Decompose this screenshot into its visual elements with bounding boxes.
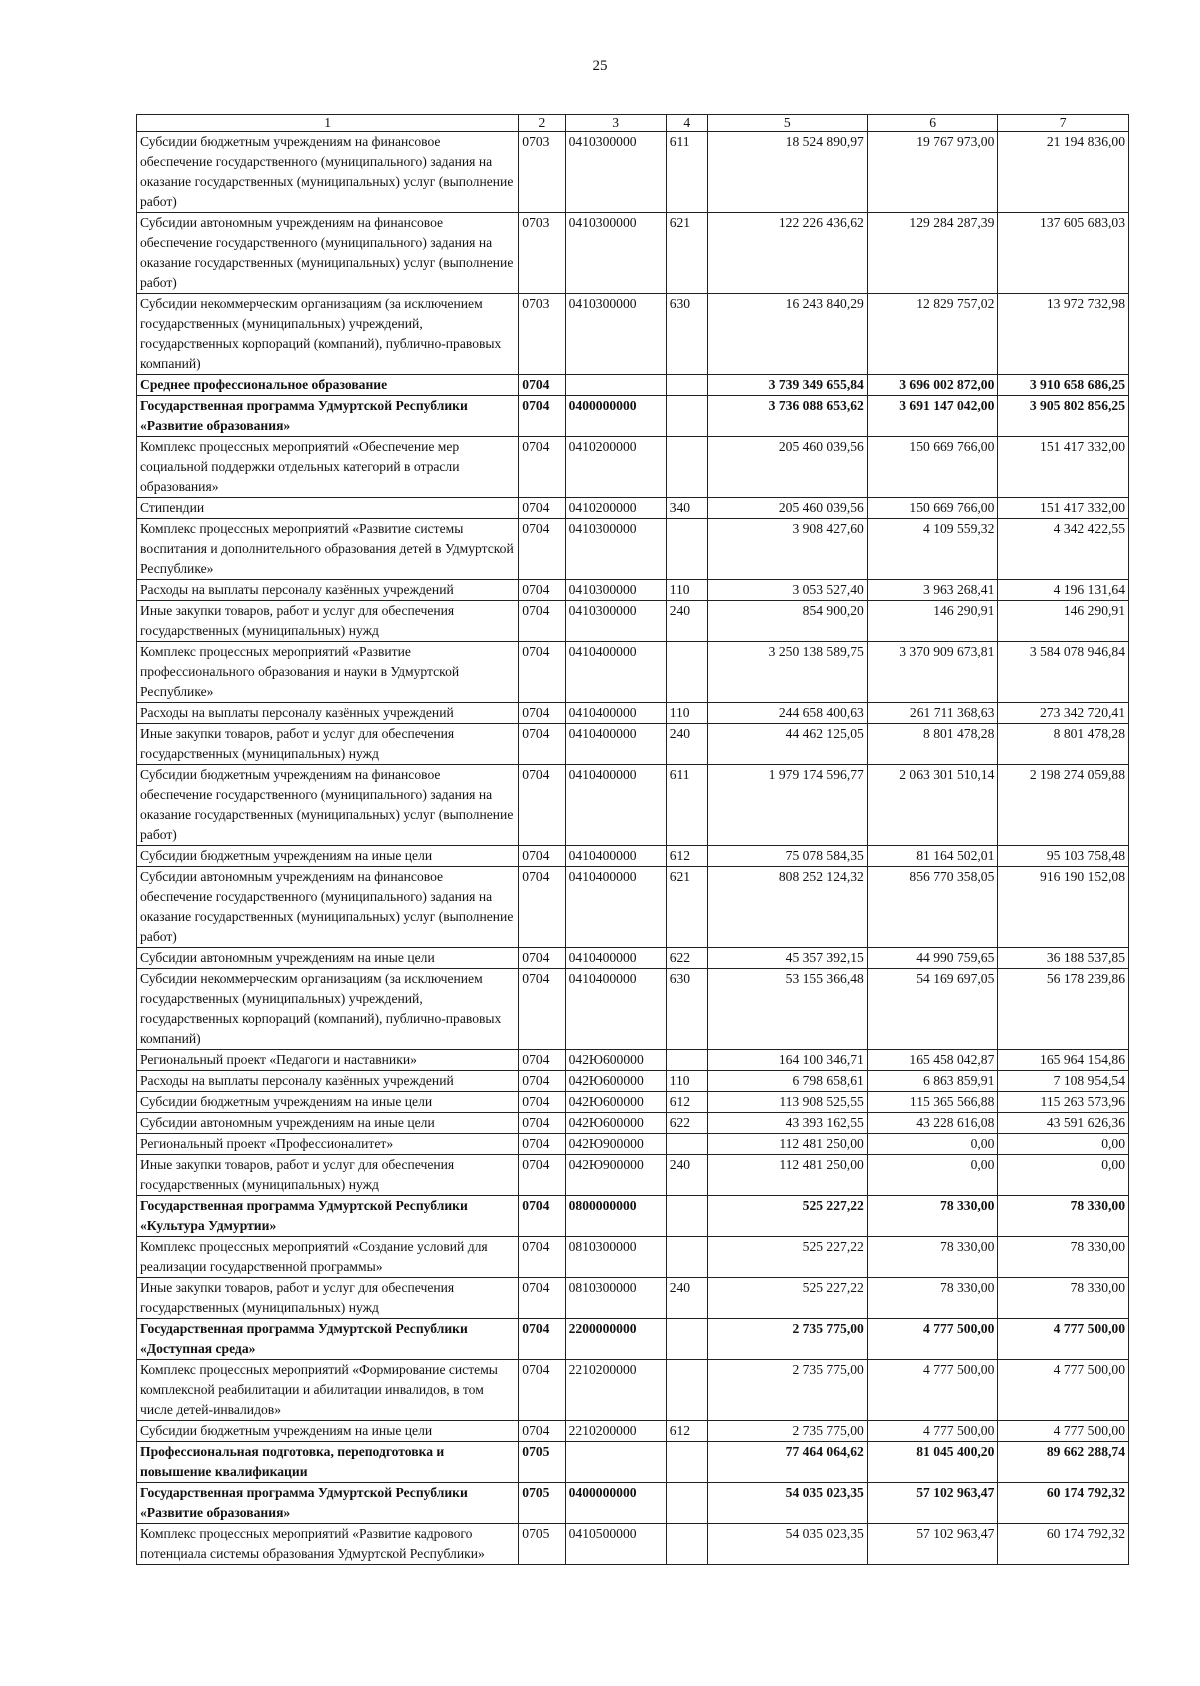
target-code: 042Ю600000 (565, 1113, 666, 1134)
table-row (137, 1071, 1129, 1092)
item-name: Субсидии некоммерческим организациям (за исключением государственных (муниципальных) учреждений, государственных корпораций (компаний), публично-правовых компаний) (137, 294, 519, 375)
amount-year-2: 115 365 566,88 (867, 1092, 998, 1113)
expense-type: 630 (666, 969, 707, 1050)
amount-year-2: 12 829 757,02 (867, 294, 998, 375)
amount-year-2: 19 767 973,00 (867, 132, 998, 213)
section-code: 0704 (519, 1134, 565, 1155)
expense-type: 612 (666, 1092, 707, 1113)
item-name: Государственная программа Удмуртской Республики «Культура Удмуртии» (137, 1196, 519, 1237)
target-code: 0410200000 (565, 498, 666, 519)
section-code: 0704 (519, 1196, 565, 1237)
amount-year-1: 525 227,22 (707, 1196, 867, 1237)
target-code: 0410500000 (565, 1524, 666, 1565)
amount-year-2: 3 963 268,41 (867, 580, 998, 601)
table-row (137, 1442, 1129, 1483)
item-name: Субсидии автономным учреждениям на иные цели (137, 1113, 519, 1134)
table-row (137, 1524, 1129, 1565)
amount-year-1: 122 226 436,62 (707, 213, 867, 294)
amount-year-3: 78 330,00 (998, 1237, 1129, 1278)
target-code: 0410400000 (565, 703, 666, 724)
expense-type: 612 (666, 1421, 707, 1442)
expense-type (666, 1237, 707, 1278)
expense-type: 110 (666, 1071, 707, 1092)
amount-year-1: 164 100 346,71 (707, 1050, 867, 1071)
table-row (137, 294, 1129, 375)
table-row (137, 1421, 1129, 1442)
amount-year-3: 60 174 792,32 (998, 1483, 1129, 1524)
amount-year-1: 44 462 125,05 (707, 724, 867, 765)
section-code: 0704 (519, 396, 565, 437)
amount-year-3: 3 584 078 946,84 (998, 642, 1129, 703)
section-code: 0704 (519, 1050, 565, 1071)
section-code: 0704 (519, 1113, 565, 1134)
amount-year-3: 36 188 537,85 (998, 948, 1129, 969)
item-name: Иные закупки товаров, работ и услуг для обеспечения государственных (муниципальных) нужд (137, 1278, 519, 1319)
amount-year-2: 4 777 500,00 (867, 1421, 998, 1442)
table-row (137, 132, 1129, 213)
header-cell: 1 (137, 115, 519, 132)
section-code: 0704 (519, 1092, 565, 1113)
item-name: Субсидии бюджетным учреждениям на финансовое обеспечение государственного (муниципального) задания на оказание государственных (муниципальных) услуг (выполнение работ) (137, 765, 519, 846)
target-code: 0410300000 (565, 294, 666, 375)
amount-year-3: 3 905 802 856,25 (998, 396, 1129, 437)
amount-year-1: 3 053 527,40 (707, 580, 867, 601)
amount-year-3: 0,00 (998, 1155, 1129, 1196)
target-code (565, 1442, 666, 1483)
amount-year-1: 525 227,22 (707, 1278, 867, 1319)
amount-year-3: 78 330,00 (998, 1196, 1129, 1237)
table-row (137, 1155, 1129, 1196)
target-code: 0410300000 (565, 519, 666, 580)
item-name: Государственная программа Удмуртской Республики «Развитие образования» (137, 396, 519, 437)
table-row (137, 846, 1129, 867)
table-row (137, 642, 1129, 703)
target-code: 042Ю600000 (565, 1092, 666, 1113)
section-code: 0704 (519, 1155, 565, 1196)
section-code: 0705 (519, 1483, 565, 1524)
expense-type: 240 (666, 1155, 707, 1196)
table-row (137, 969, 1129, 1050)
table-row (137, 1134, 1129, 1155)
section-code: 0703 (519, 294, 565, 375)
target-code: 2210200000 (565, 1421, 666, 1442)
target-code: 0410400000 (565, 642, 666, 703)
amount-year-1: 3 250 138 589,75 (707, 642, 867, 703)
section-code: 0704 (519, 580, 565, 601)
table-row (137, 375, 1129, 396)
table-row (137, 396, 1129, 437)
amount-year-1: 3 736 088 653,62 (707, 396, 867, 437)
target-code: 2200000000 (565, 1319, 666, 1360)
expense-type: 340 (666, 498, 707, 519)
amount-year-3: 13 972 732,98 (998, 294, 1129, 375)
section-code: 0704 (519, 1071, 565, 1092)
item-name: Государственная программа Удмуртской Республики «Развитие образования» (137, 1483, 519, 1524)
amount-year-3: 60 174 792,32 (998, 1524, 1129, 1565)
expense-type: 611 (666, 132, 707, 213)
amount-year-3: 95 103 758,48 (998, 846, 1129, 867)
item-name: Иные закупки товаров, работ и услуг для обеспечения государственных (муниципальных) нужд (137, 601, 519, 642)
amount-year-2: 43 228 616,08 (867, 1113, 998, 1134)
amount-year-1: 3 908 427,60 (707, 519, 867, 580)
table-row (137, 1113, 1129, 1134)
expense-type: 110 (666, 580, 707, 601)
target-code: 0410400000 (565, 846, 666, 867)
expense-type (666, 1050, 707, 1071)
amount-year-3: 146 290,91 (998, 601, 1129, 642)
item-name: Региональный проект «Педагоги и наставники» (137, 1050, 519, 1071)
section-code: 0704 (519, 765, 565, 846)
amount-year-3: 21 194 836,00 (998, 132, 1129, 213)
target-code: 0410400000 (565, 969, 666, 1050)
amount-year-2: 150 669 766,00 (867, 498, 998, 519)
target-code: 0410400000 (565, 724, 666, 765)
amount-year-2: 78 330,00 (867, 1278, 998, 1319)
target-code: 0410300000 (565, 601, 666, 642)
amount-year-1: 525 227,22 (707, 1237, 867, 1278)
header-cell: 7 (998, 115, 1129, 132)
expense-type: 630 (666, 294, 707, 375)
amount-year-2: 3 370 909 673,81 (867, 642, 998, 703)
section-code: 0704 (519, 1319, 565, 1360)
expense-type: 611 (666, 765, 707, 846)
target-code: 0800000000 (565, 1196, 666, 1237)
amount-year-2: 3 696 002 872,00 (867, 375, 998, 396)
section-code: 0704 (519, 1360, 565, 1421)
section-code: 0704 (519, 867, 565, 948)
item-name: Расходы на выплаты персоналу казённых учреждений (137, 1071, 519, 1092)
item-name: Комплекс процессных мероприятий «Формирование системы комплексной реабилитации и абилитации инвалидов, в том числе детей-инвалидов» (137, 1360, 519, 1421)
target-code: 0810300000 (565, 1237, 666, 1278)
target-code: 0410300000 (565, 580, 666, 601)
header-cell: 3 (565, 115, 666, 132)
amount-year-3: 0,00 (998, 1134, 1129, 1155)
item-name: Комплекс процессных мероприятий «Развитие кадрового потенциала системы образования Удмуртской Республики» (137, 1524, 519, 1565)
item-name: Расходы на выплаты персоналу казённых учреждений (137, 703, 519, 724)
amount-year-1: 6 798 658,61 (707, 1071, 867, 1092)
amount-year-3: 43 591 626,36 (998, 1113, 1129, 1134)
section-code: 0704 (519, 1237, 565, 1278)
item-name: Субсидии некоммерческим организациям (за исключением государственных (муниципальных) учреждений, государственных корпораций (компаний), публично-правовых компаний) (137, 969, 519, 1050)
table-row (137, 601, 1129, 642)
amount-year-1: 43 393 162,55 (707, 1113, 867, 1134)
expense-type (666, 375, 707, 396)
amount-year-3: 916 190 152,08 (998, 867, 1129, 948)
table-row (137, 1319, 1129, 1360)
expense-type (666, 1524, 707, 1565)
amount-year-1: 112 481 250,00 (707, 1134, 867, 1155)
expense-type: 110 (666, 703, 707, 724)
amount-year-2: 4 777 500,00 (867, 1319, 998, 1360)
amount-year-1: 75 078 584,35 (707, 846, 867, 867)
target-code: 042Ю600000 (565, 1050, 666, 1071)
header-row (137, 115, 1129, 132)
expense-type (666, 1360, 707, 1421)
target-code: 042Ю600000 (565, 1071, 666, 1092)
header-cell: 2 (519, 115, 565, 132)
amount-year-2: 0,00 (867, 1155, 998, 1196)
expense-type (666, 1319, 707, 1360)
table-row (137, 1237, 1129, 1278)
amount-year-2: 856 770 358,05 (867, 867, 998, 948)
target-code: 0410400000 (565, 765, 666, 846)
target-code: 0410300000 (565, 213, 666, 294)
section-code: 0704 (519, 948, 565, 969)
amount-year-2: 54 169 697,05 (867, 969, 998, 1050)
expense-type (666, 1134, 707, 1155)
table-row (137, 703, 1129, 724)
amount-year-1: 18 524 890,97 (707, 132, 867, 213)
expense-type: 621 (666, 867, 707, 948)
target-code: 0400000000 (565, 396, 666, 437)
amount-year-1: 3 739 349 655,84 (707, 375, 867, 396)
expense-type (666, 437, 707, 498)
section-code: 0704 (519, 642, 565, 703)
amount-year-3: 7 108 954,54 (998, 1071, 1129, 1092)
amount-year-3: 78 330,00 (998, 1278, 1129, 1319)
expense-type: 240 (666, 1278, 707, 1319)
target-code: 0410400000 (565, 867, 666, 948)
amount-year-2: 78 330,00 (867, 1237, 998, 1278)
amount-year-2: 81 045 400,20 (867, 1442, 998, 1483)
amount-year-2: 129 284 287,39 (867, 213, 998, 294)
amount-year-1: 2 735 775,00 (707, 1319, 867, 1360)
item-name: Субсидии автономным учреждениям на финансовое обеспечение государственного (муниципального) задания на оказание государственных (муниципальных) услуг (выполнение работ) (137, 213, 519, 294)
page-number: 25 (592, 58, 608, 74)
table-row (137, 765, 1129, 846)
expense-type: 612 (666, 846, 707, 867)
item-name: Комплекс процессных мероприятий «Развитие системы воспитания и дополнительного образования детей в Удмуртской Республике» (137, 519, 519, 580)
amount-year-3: 4 196 131,64 (998, 580, 1129, 601)
expense-type: 621 (666, 213, 707, 294)
table-row (137, 498, 1129, 519)
amount-year-3: 115 263 573,96 (998, 1092, 1129, 1113)
item-name: Профессиональная подготовка, переподготовка и повышение квалификации (137, 1442, 519, 1483)
header-cell: 6 (867, 115, 998, 132)
amount-year-3: 4 777 500,00 (998, 1421, 1129, 1442)
target-code: 0410400000 (565, 948, 666, 969)
item-name: Субсидии автономным учреждениям на финансовое обеспечение государственного (муниципального) задания на оказание государственных (муниципальных) услуг (выполнение работ) (137, 867, 519, 948)
amount-year-2: 78 330,00 (867, 1196, 998, 1237)
item-name: Государственная программа Удмуртской Республики «Доступная среда» (137, 1319, 519, 1360)
section-code: 0703 (519, 132, 565, 213)
table-row (137, 1278, 1129, 1319)
table-row (137, 724, 1129, 765)
target-code (565, 375, 666, 396)
expense-type (666, 519, 707, 580)
table-row (137, 1050, 1129, 1071)
target-code: 2210200000 (565, 1360, 666, 1421)
amount-year-2: 146 290,91 (867, 601, 998, 642)
amount-year-3: 151 417 332,00 (998, 437, 1129, 498)
item-name: Среднее профессиональное образование (137, 375, 519, 396)
section-code: 0704 (519, 1278, 565, 1319)
expense-type: 622 (666, 1113, 707, 1134)
amount-year-2: 4 109 559,32 (867, 519, 998, 580)
amount-year-2: 0,00 (867, 1134, 998, 1155)
expense-type: 240 (666, 601, 707, 642)
header-cell: 4 (666, 115, 707, 132)
item-name: Субсидии бюджетным учреждениям на иные цели (137, 1421, 519, 1442)
amount-year-1: 2 735 775,00 (707, 1360, 867, 1421)
target-code: 042Ю900000 (565, 1134, 666, 1155)
target-code: 0410300000 (565, 132, 666, 213)
amount-year-3: 89 662 288,74 (998, 1442, 1129, 1483)
expense-type (666, 1196, 707, 1237)
amount-year-1: 54 035 023,35 (707, 1483, 867, 1524)
table-body (137, 132, 1129, 1565)
expense-type: 240 (666, 724, 707, 765)
table-row (137, 1483, 1129, 1524)
expense-type (666, 1442, 707, 1483)
amount-year-3: 165 964 154,86 (998, 1050, 1129, 1071)
amount-year-1: 244 658 400,63 (707, 703, 867, 724)
amount-year-2: 150 669 766,00 (867, 437, 998, 498)
table-row (137, 1360, 1129, 1421)
amount-year-1: 77 464 064,62 (707, 1442, 867, 1483)
section-code: 0704 (519, 846, 565, 867)
amount-year-1: 16 243 840,29 (707, 294, 867, 375)
table-row (137, 580, 1129, 601)
table-row (137, 519, 1129, 580)
amount-year-3: 4 777 500,00 (998, 1360, 1129, 1421)
table-row (137, 437, 1129, 498)
target-code: 0400000000 (565, 1483, 666, 1524)
section-code: 0704 (519, 519, 565, 580)
table-row (137, 1196, 1129, 1237)
amount-year-3: 2 198 274 059,88 (998, 765, 1129, 846)
amount-year-1: 854 900,20 (707, 601, 867, 642)
amount-year-2: 44 990 759,65 (867, 948, 998, 969)
amount-year-2: 2 063 301 510,14 (867, 765, 998, 846)
item-name: Комплекс процессных мероприятий «Обеспечение мер социальной поддержки отдельных категорий в отрасли образования» (137, 437, 519, 498)
item-name: Субсидии автономным учреждениям на иные цели (137, 948, 519, 969)
amount-year-2: 4 777 500,00 (867, 1360, 998, 1421)
section-code: 0704 (519, 1421, 565, 1442)
item-name: Субсидии бюджетным учреждениям на финансовое обеспечение государственного (муниципального) задания на оказание государственных (муниципальных) услуг (выполнение работ) (137, 132, 519, 213)
amount-year-2: 57 102 963,47 (867, 1483, 998, 1524)
table-row (137, 1092, 1129, 1113)
item-name: Иные закупки товаров, работ и услуг для обеспечения государственных (муниципальных) нужд (137, 724, 519, 765)
amount-year-2: 261 711 368,63 (867, 703, 998, 724)
amount-year-1: 54 035 023,35 (707, 1524, 867, 1565)
section-code: 0704 (519, 498, 565, 519)
item-name: Расходы на выплаты персоналу казённых учреждений (137, 580, 519, 601)
amount-year-1: 1 979 174 596,77 (707, 765, 867, 846)
amount-year-3: 3 910 658 686,25 (998, 375, 1129, 396)
expense-type: 622 (666, 948, 707, 969)
amount-year-3: 56 178 239,86 (998, 969, 1129, 1050)
amount-year-2: 6 863 859,91 (867, 1071, 998, 1092)
amount-year-2: 3 691 147 042,00 (867, 396, 998, 437)
target-code: 042Ю900000 (565, 1155, 666, 1196)
section-code: 0705 (519, 1524, 565, 1565)
amount-year-3: 8 801 478,28 (998, 724, 1129, 765)
amount-year-3: 151 417 332,00 (998, 498, 1129, 519)
target-code: 0410200000 (565, 437, 666, 498)
section-code: 0704 (519, 601, 565, 642)
section-code: 0704 (519, 703, 565, 724)
amount-year-1: 112 481 250,00 (707, 1155, 867, 1196)
amount-year-1: 113 908 525,55 (707, 1092, 867, 1113)
section-code: 0704 (519, 375, 565, 396)
amount-year-3: 137 605 683,03 (998, 213, 1129, 294)
amount-year-1: 53 155 366,48 (707, 969, 867, 1050)
section-code: 0704 (519, 437, 565, 498)
table-row (137, 948, 1129, 969)
item-name: Комплекс процессных мероприятий «Создание условий для реализации государственной программы» (137, 1237, 519, 1278)
amount-year-3: 4 342 422,55 (998, 519, 1129, 580)
item-name: Региональный проект «Профессионалитет» (137, 1134, 519, 1155)
table-row (137, 213, 1129, 294)
item-name: Субсидии бюджетным учреждениям на иные цели (137, 846, 519, 867)
expense-type (666, 396, 707, 437)
amount-year-3: 4 777 500,00 (998, 1319, 1129, 1360)
amount-year-2: 8 801 478,28 (867, 724, 998, 765)
header-cell: 5 (707, 115, 867, 132)
amount-year-2: 165 458 042,87 (867, 1050, 998, 1071)
amount-year-2: 81 164 502,01 (867, 846, 998, 867)
amount-year-1: 205 460 039,56 (707, 498, 867, 519)
amount-year-2: 57 102 963,47 (867, 1524, 998, 1565)
amount-year-1: 45 357 392,15 (707, 948, 867, 969)
section-code: 0703 (519, 213, 565, 294)
item-name: Субсидии бюджетным учреждениям на иные цели (137, 1092, 519, 1113)
target-code: 0810300000 (565, 1278, 666, 1319)
budget-table (136, 114, 1129, 1565)
amount-year-3: 273 342 720,41 (998, 703, 1129, 724)
item-name: Иные закупки товаров, работ и услуг для обеспечения государственных (муниципальных) нужд (137, 1155, 519, 1196)
section-code: 0704 (519, 724, 565, 765)
amount-year-1: 2 735 775,00 (707, 1421, 867, 1442)
section-code: 0705 (519, 1442, 565, 1483)
amount-year-1: 808 252 124,32 (707, 867, 867, 948)
section-code: 0704 (519, 969, 565, 1050)
table-row (137, 867, 1129, 948)
expense-type (666, 642, 707, 703)
amount-year-1: 205 460 039,56 (707, 437, 867, 498)
item-name: Стипендии (137, 498, 519, 519)
item-name: Комплекс процессных мероприятий «Развитие профессионального образования и науки в Удмуртской Республике» (137, 642, 519, 703)
expense-type (666, 1483, 707, 1524)
